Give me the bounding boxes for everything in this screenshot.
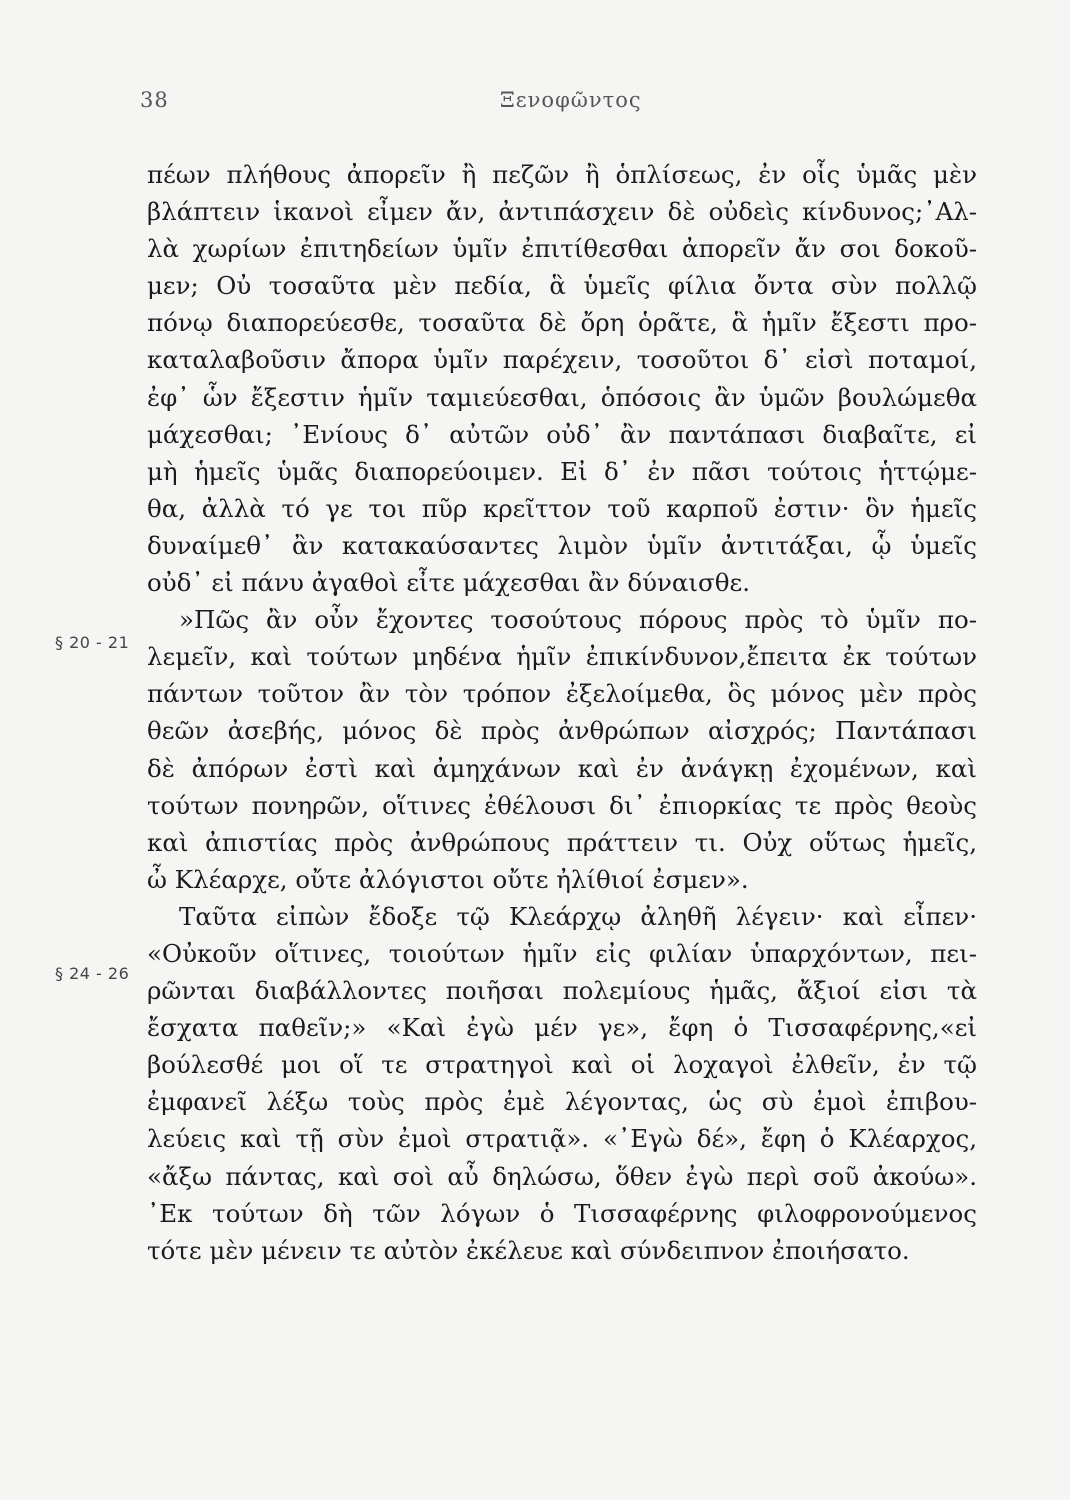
text-line: θα, ἀλλὰ τό γε τοι πῦρ κρεῖττον τοῦ καρποῦ ἐστιν· ὃν ἡμεῖς <box>147 493 977 523</box>
text-line: ᾿Εκ τούτων δὴ τῶν λόγων ὁ Τισσαφέρνης φιλοφρονούμενος <box>147 1198 977 1228</box>
text-line: ὦ Κλέαρχε, οὔτε ἀλόγιστοι οὔτε ἠλίθιοί ἐσμεν». <box>147 864 749 894</box>
text-line: μεν; Οὐ τοσαῦτα μὲν πεδία, ἃ ὑμεῖς φίλια ὄντα σὺν πολλῷ <box>147 271 977 301</box>
text-line: πόνῳ διαπορεύεσθε, τοσαῦτα δὲ ὄρη ὁρᾶτε, ἃ ἡμῖν ἔξεστι προ- <box>147 308 977 338</box>
text-line: ἐφ᾿ ὧν ἔξεστιν ἡμῖν ταμιεύεσθαι, ὁπόσοις ἂν ὑμῶν βουλώμεθα <box>147 382 977 412</box>
page-number: 38 <box>140 88 169 112</box>
text-line: Ταῦτα εἰπὼν ἔδοξε τῷ Κλεάρχῳ ἀληθῆ λέγειν· καὶ εἶπεν· <box>179 901 977 931</box>
text-line: ἔσχατα παθεῖν;» «Καὶ ἐγὼ μέν γε», ἔφη ὁ Τισσαφέρνης,«εἰ <box>147 1013 977 1043</box>
text-line: δὲ ἀπόρων ἐστὶ καὶ ἀμηχάνων καὶ ἐν ἀνάγκῃ ἐχομένων, καὶ <box>147 753 977 783</box>
text-line: καὶ ἀπιστίας πρὸς ἀνθρώπους πράττειν τι. Οὐχ οὕτως ἡμεῖς, <box>147 827 977 857</box>
text-line: πέων πλήθους ἀπορεῖν ἢ πεζῶν ἢ ὁπλίσεως, ἐν οἷς ὑμᾶς μὲν <box>147 160 977 189</box>
text-line: θεῶν ἀσεβής, μόνος δὲ πρὸς ἀνθρώπων αἰσχρός; Παντάπασι <box>147 716 977 746</box>
text-line: ἐμφανεῖ λέξω τοὺς πρὸς ἐμὲ λέγοντας, ὡς σὺ ἐμοὶ ἐπιβου- <box>147 1087 977 1117</box>
text-line: καταλαβοῦσιν ἄπορα ὑμῖν παρέχειν, τοσοῦτοι δ᾿ εἰσὶ ποταμοί, <box>147 345 977 375</box>
text-line: ρῶνται διαβάλλοντες ποιῆσαι πολεμίους ἡμᾶς, ἄξιοί εἰσι τὰ <box>147 976 977 1006</box>
margin-section-ref: § 24 - 26 <box>55 964 130 983</box>
page-header <box>140 88 840 118</box>
text-line: τότε μὲν μένειν τε αὐτὸν ἐκέλευε καὶ σύνδειπνον ἐποιήσατο. <box>147 1235 910 1265</box>
text-line: λεύεις καὶ τῇ σὺν ἐμοὶ στρατιᾷ». «᾿Εγὼ δέ», ἔφη ὁ Κλέαρχος, <box>147 1124 977 1154</box>
text-line: «Οὐκοῦν οἵτινες, τοιούτων ἡμῖν εἰς φιλίαν ὑπαρχόντων, πει- <box>147 938 977 968</box>
text-line: μὴ ἡμεῖς ὑμᾶς διαπορεύοιμεν. Εἰ δ᾿ ἐν πᾶσι τούτοις ἡττῴμε- <box>147 456 977 486</box>
text-line: δυναίμεθ᾿ ἂν κατακαύσαντες λιμὸν ὑμῖν ἀντιτάξαι, ᾧ ὑμεῖς <box>147 530 977 560</box>
text-line: »Πῶς ἂν οὖν ἔχοντες τοσούτους πόρους πρὸς τὸ ὑμῖν πο- <box>179 605 977 635</box>
text-line: λεμεῖν, καὶ τούτων μηδένα ἡμῖν ἐπικίνδυνον,ἔπειτα ἐκ τούτων <box>147 642 977 672</box>
text-line: οὐδ᾿ εἰ πάνυ ἀγαθοὶ εἶτε μάχεσθαι ἂν δύναισθε. <box>147 568 750 598</box>
text-line: λὰ χωρίων ἐπιτηδείων ὑμῖν ἐπιτίθεσθαι ἀπορεῖν ἄν σοι δοκοῦ- <box>147 234 977 264</box>
margin-section-ref: § 20 - 21 <box>55 633 130 652</box>
body-text <box>147 156 977 1269</box>
text-line: πάντων τοῦτον ἂν τὸν τρόπον ἐξελοίμεθα, ὃς μόνος μὲν πρὸς <box>147 679 977 709</box>
text-line: τούτων πονηρῶν, οἵτινες ἐθέλουσι δι᾿ ἐπιορκίας τε πρὸς θεοὺς <box>147 790 977 820</box>
text-line: βούλεσθέ μοι οἵ τε στρατηγοὶ καὶ οἱ λοχαγοὶ ἐλθεῖν, ἐν τῷ <box>147 1050 977 1080</box>
text-line: βλάπτειν ἱκανοὶ εἶμεν ἄν, ἀντιπάσχειν δὲ οὐδεὶς κίνδυνος;᾿Αλ- <box>147 197 977 227</box>
text-line: μάχεσθαι; ᾿Ενίους δ᾿ αὐτῶν οὐδ᾿ ἂν παντάπασι διαβαῖτε, εἰ <box>147 419 977 449</box>
text-line: «ἄξω πάντας, καὶ σοὶ αὖ δηλώσω, ὅθεν ἐγὼ περὶ σοῦ ἀκούω». <box>147 1161 977 1191</box>
running-title: Ξενοφῶντος <box>500 88 642 112</box>
